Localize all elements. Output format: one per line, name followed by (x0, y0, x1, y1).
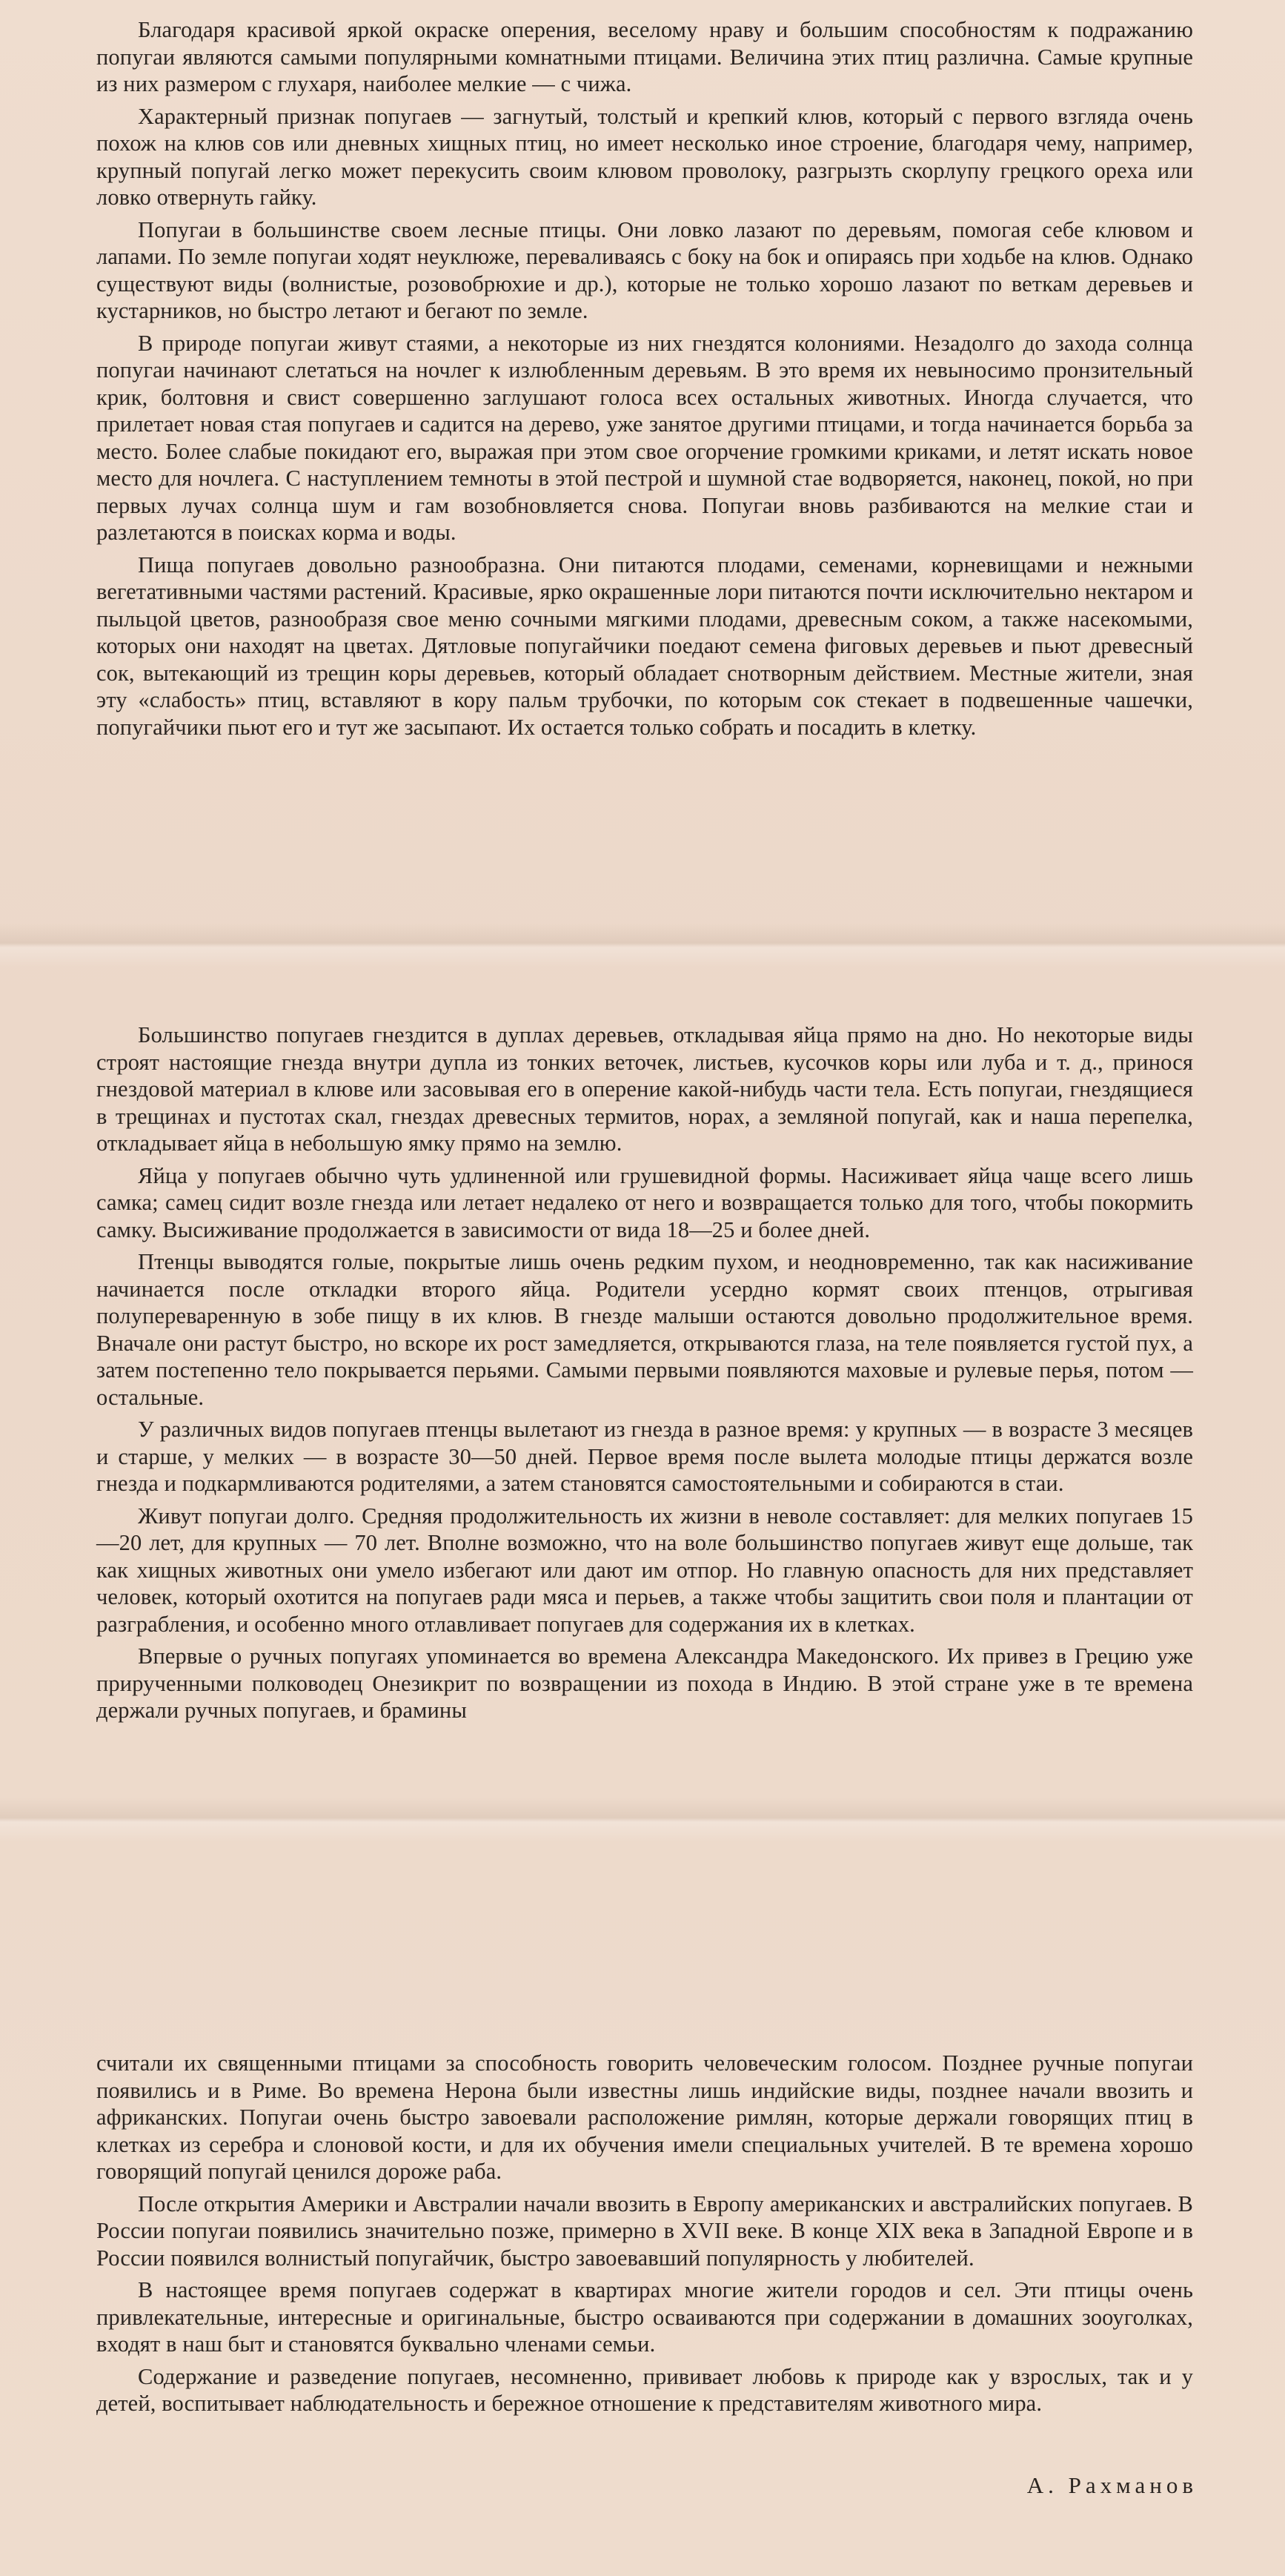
text-panel-1 (96, 16, 1193, 746)
paragraph: Впервые о ручных попугаях упоминается во времена Александра Македонского. Их привез в Грецию уже прирученными полководец Онезикрит по возвращении из похода в Индию. В этой стране уже в те времена держали ручных попугаев, и брамины (96, 1643, 1193, 1723)
paragraph: Яйца у попугаев обычно чуть удлиненной или грушевидной формы. Насиживает яйца чаще всего лишь самка; самец сидит возле гнезда или летает недалеко от него и возвращается только для того, чтобы покормить самку. Высиживание продолжается в зависимости от вида 18—25 и более дней. (96, 1162, 1193, 1242)
paragraph: Живут попугаи долго. Средняя продолжительность их жизни в неволе составляет: для мелких попугаев 15—20 лет, для крупных — 70 лет. Вполне возможно, что на воле большинство попугаев живут еще дольше, так как хищных животных они умело избегают или дают им отпор. Но главную опасность для них представляет человек, который охотится на попугаев ради мяса и перьев, а также чтобы защитить свои поля и плантации от разграбления, и особенно много отлавливает попугаев для содержания их в клетках. (96, 1503, 1193, 1637)
text-panel-3 (96, 2050, 1193, 2423)
paragraph: Попугаи в большинстве своем лесные птицы. Они ловко лазают по деревьям, помогая себе клювом и лапами. По земле попугаи ходят неуклюже, переваливаясь с боку на бок и опираясь при ходьбе на клюв. Однако существуют виды (волнистые, розовобрюхие и др.), которые не только хорошо лазают по веткам деревьев и кустарников, но быстро летают и бегают по земле. (96, 216, 1193, 323)
paragraph-continued: считали их священными птицами за способность говорить человеческим голосом. Позднее ручные попугаи появились и в Риме. Во времена Нерона были известны лишь индийские виды, позднее начали ввозить и африканских. Попугаи очень быстро завоевали расположение римлян, которые держали говорящих птиц в клетках из серебра и слоновой кости, и для их обучения имели специальных учителей. В те времена хорошо говорящий попугай ценился дороже раба. (96, 2050, 1193, 2184)
paragraph: У различных видов попугаев птенцы вылетают из гнезда в разное время: у крупных — в возрасте 3 месяцев и старше, у мелких — в возрасте 30—50 дней. Первое время после вылета молодые птицы держатся возле гнезда и подкармливаются родителями, а затем становятся самостоятельными и собираются в стаи. (96, 1417, 1193, 1496)
paragraph: Птенцы выводятся голые, покрытые лишь очень редким пухом, и неодновременно, так как насиживание начинается после откладки второго яйца. Родители усердно кормят своих птенцов, отрыгивая полупереваренную в зобе пищу в их клюв. В гнезде малыши остаются довольно продолжительное время. Вначале они растут быстро, но вскоре их рост замедляется, открываются глаза, на теле появляется густой пух, а затем постепенно тело покрывается перьями. Самыми первыми появляются маховые и рулевые перья, потом — остальные. (96, 1249, 1193, 1410)
paragraph: В настоящее время попугаев содержат в квартирах многие жители городов и сел. Эти птицы очень привлекательные, интересные и оригинальные, быстро осваиваются при содержании в домашних зооуголках, входят в наш быт и становятся буквально членами семьи. (96, 2277, 1193, 2357)
paragraph: В природе попугаи живут стаями, а некоторые из них гнездятся колониями. Незадолго до захода солнца попугаи начинают слетаться на ночлег к излюбленным деревьям. В это время их невыносимо пронзительный крик, болтовня и свист совершенно заглушают голоса всех остальных животных. Иногда случается, что прилетает новая стая попугаев и садится на дерево, уже занятое другими птицами, и тогда начинается борьба за место. Более слабые покидают его, выражая при этом свое огорчение громкими криками, и летят искать новое место для ночлега. С наступлением темноты в этой пестрой и шумной стае водворяется, наконец, покой, но при первых лучах солнца шум и гам возобновляется снова. Попугаи вновь разбиваются на мелкие стаи и разлетаются в поисках корма и воды. (96, 330, 1193, 545)
paragraph: Благодаря красивой яркой окраске оперения, веселому нраву и большим способностям к подражанию попугаи являются самыми популярными комнатными птицами. Величина этих птиц различна. Самые крупные из них размером с глухаря, наиболее мелкие — с чижа. (96, 17, 1193, 96)
text-panel-2 (96, 1022, 1193, 1729)
paragraph: После открытия Америки и Австралии начали ввозить в Европу американских и австралийских попугаев. В России попугаи появились значительно позже, примерно в XVII веке. В конце XIX века в Западной Европе и в России появился волнистый попугайчик, быстро завоевавший популярность у любителей. (96, 2191, 1193, 2271)
paragraph: Содержание и разведение попугаев, несомненно, прививает любовь к природе как у взрослых, так и у детей, воспитывает наблюдательность и бережное отношение к представителям животного мира. (96, 2363, 1193, 2416)
fold-crease-1 (0, 923, 1285, 967)
paragraph: Большинство попугаев гнездится в дуплах деревьев, откладывая яйца прямо на дно. Но некоторые виды строят настоящие гнезда внутри дупла из тонких веточек, листьев, кусочков коры или луба и т. д., принося гнездовой материал в клюве или засовывая его в оперение какой-нибудь части тела. Есть попугаи, гнездящиеся в трещинах и пустотах скал, гнездах древесных термитов, норах, а земляной попугай, как и наша перепелка, откладывает яйца в небольшую ямку прямо на землю. (96, 1022, 1193, 1156)
author-signature: А. Рахманов (1026, 2472, 1198, 2498)
paragraph: Пища попугаев довольно разнообразна. Они питаются плодами, семенами, корневищами и нежными вегетативными частями растений. Красивые, ярко окрашенные лори питаются почти исключительно нектаром и пыльцой цветов, разнообразя свое меню сочными мягкими плодами, древесным соком, а также насекомыми, которых они находят на цветах. Дятловые попугайчики поедают семена фиговых деревьев и пьют древесный сок, вытекающий из трещин коры деревьев, который обладает снотворным действием. Местные жители, зная эту «слабость» птиц, вставляют в кору пальм трубочки, по которым сок стекает в подвешенные чашечки, попугайчики пьют его и тут же засыпают. Их остается только собрать и посадить в клетку. (96, 552, 1193, 740)
paragraph: Характерный признак попугаев — загнутый, толстый и крепкий клюв, который с первого взгляда очень похож на клюв сов или дневных хищных птиц, но имеет несколько иное строение, благодаря чему, например, крупный попугай легко может перекусить своим клювом проволоку, разгрызть скорлупу грецкого ореха или ловко отвернуть гайку. (96, 103, 1193, 210)
fold-crease-2 (0, 1798, 1285, 1842)
